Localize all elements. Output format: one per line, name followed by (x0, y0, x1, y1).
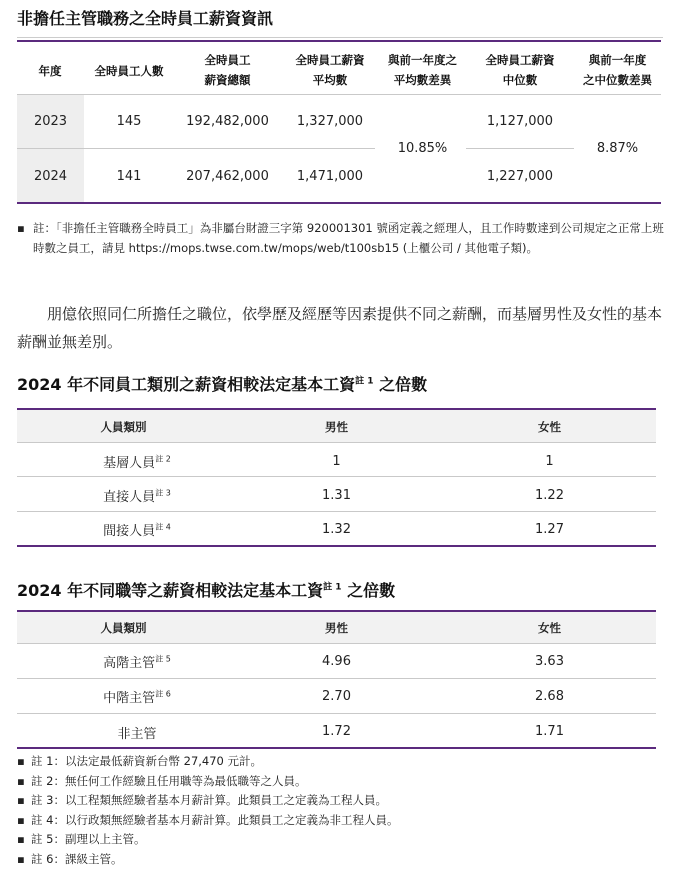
bullet-icon: ▪ (17, 812, 25, 827)
row-indirect-female: 1.27 (535, 522, 564, 537)
footnote-6: ▪ 註 6：課級主管。 (17, 850, 398, 870)
header-headcount: 全時員工人數 (94, 64, 164, 78)
row-2024-total: 207,462,000 (186, 169, 269, 184)
footnotes (17, 752, 398, 870)
row-2023-avg: 1,327,000 (296, 114, 364, 129)
row-divider (17, 476, 656, 477)
header-male: 男性 (325, 420, 348, 434)
row-label-direct: 直接人員$^{註 3}$ (103, 488, 171, 505)
header-total-salary: 全時員工 薪資總額 (204, 53, 251, 87)
row-divider-median (466, 148, 574, 149)
table-top-rule (17, 40, 661, 42)
table-top-rule (17, 408, 656, 410)
row-divider (17, 678, 656, 679)
row-non-manager-female: 1.71 (535, 724, 564, 739)
row-senior-manager-female: 3.63 (535, 654, 564, 669)
row-label-non-manager: 非主管 (117, 727, 157, 742)
employee-category-table (17, 408, 656, 548)
row-middle-manager-female: 2.68 (535, 689, 564, 704)
row-middle-manager-male: 2.70 (322, 689, 351, 704)
header-male: 男性 (325, 621, 348, 635)
row-2024-median: 1,227,000 (486, 169, 554, 184)
footnote-3: ▪ 註 3：以工程類無經驗者基本月薪計算。此類員工之定義為工程人員。 (17, 791, 398, 811)
footnote-1: ▪ 註 1：以法定最低薪資新台幣 27,470 元計。 (17, 752, 398, 772)
header-median-salary: 全時員工薪資 中位數 (485, 53, 555, 87)
row-2024-year: 2024 (33, 169, 68, 184)
section-title-nonmanager-salary: 非擔任主管職務之全時員工薪資資訊 (17, 6, 663, 38)
header-female: 女性 (538, 420, 561, 434)
row-divider-left (17, 148, 375, 149)
footnote-2: ▪ 註 2：無任何工作經驗且任用職等為最低職等之人員。 (17, 772, 398, 792)
table-bottom-rule (17, 747, 656, 749)
header-female: 女性 (538, 621, 561, 635)
row-entry-level-male: 1 (332, 454, 341, 469)
header-category: 人員類別 (100, 621, 147, 635)
bullet-icon: ▪ (17, 851, 25, 866)
row-direct-male: 1.31 (322, 488, 351, 503)
row-entry-level-female: 1 (545, 454, 554, 469)
footnote-4: ▪ 註 4：以行政類無經驗者基本月薪計算。此類員工之定義為非工程人員。 (17, 811, 398, 831)
row-divider (17, 511, 656, 512)
header-avg-salary: 全時員工薪資 平均數 (295, 53, 365, 87)
row-2024-avg: 1,471,000 (296, 169, 364, 184)
row-2023-total: 192,482,000 (186, 114, 269, 129)
table-bottom-rule (17, 202, 661, 204)
bullet-icon: ▪ (17, 221, 25, 235)
bullet-icon: ▪ (17, 793, 25, 808)
row-divider (17, 442, 656, 443)
job-grade-table (17, 610, 656, 750)
row-2023-year: 2023 (33, 114, 68, 129)
row-indirect-male: 1.32 (322, 522, 351, 537)
row-label-entry-level: 基層人員$^{註 2}$ (103, 454, 171, 471)
avg-diff-value: 10.85% (397, 141, 448, 156)
row-divider (17, 713, 656, 714)
row-non-manager-male: 1.72 (322, 724, 351, 739)
header-divider (17, 94, 661, 95)
table-top-rule (17, 610, 656, 612)
header-avg-diff: 與前一年度之 平均數差異 (388, 53, 457, 87)
median-diff-value: 8.87% (596, 141, 639, 156)
table-bottom-rule (17, 545, 656, 547)
section-title-job-grade: 2024 年不同職等之薪資相較法定基本工資$^{註 1}$ 之倍數 (17, 581, 396, 600)
body-paragraph: 朋億依照同仁所擔任之職位，依學歷及經歷等因素提供不同之薪酬，而基層男性及女性的基本薪酬並無差別。 (17, 305, 663, 351)
bullet-icon: ▪ (17, 754, 25, 768)
row-senior-manager-male: 4.96 (322, 654, 351, 669)
row-direct-female: 1.22 (535, 488, 564, 503)
row-2023-headcount: 145 (116, 114, 142, 129)
row-label-middle-manager: 中階主管$^{註 6}$ (103, 689, 171, 706)
note-text: 註：「非擔任主管職務全時員工」為非屬台財證三字第 920001301 號函定義之經理人，且工作時數達到公司規定之正常上班時數之員工，請見 https://mops.twse.com.tw/mops/web/t100sb15 (上櫃公司 / 其他電子類)。 (33, 221, 664, 255)
row-divider (17, 643, 656, 644)
row-label-indirect: 間接人員$^{註 4}$ (103, 522, 171, 539)
footnote-5: ▪ 註 5：副理以上主管。 (17, 830, 398, 850)
row-2024-headcount: 141 (116, 169, 142, 184)
bullet-icon: ▪ (17, 832, 25, 847)
section-title-employee-category: 2024 年不同員工類別之薪資相較法定基本工資$^{註 1}$ 之倍數 (17, 375, 428, 394)
header-median-diff: 與前一年度 之中位數差異 (583, 53, 652, 87)
header-year: 年度 (38, 64, 62, 78)
bullet-icon: ▪ (17, 773, 25, 788)
row-label-senior-manager: 高階主管$^{註 5}$ (103, 654, 171, 671)
header-category: 人員類別 (100, 420, 147, 434)
row-2023-median: 1,127,000 (486, 114, 554, 129)
